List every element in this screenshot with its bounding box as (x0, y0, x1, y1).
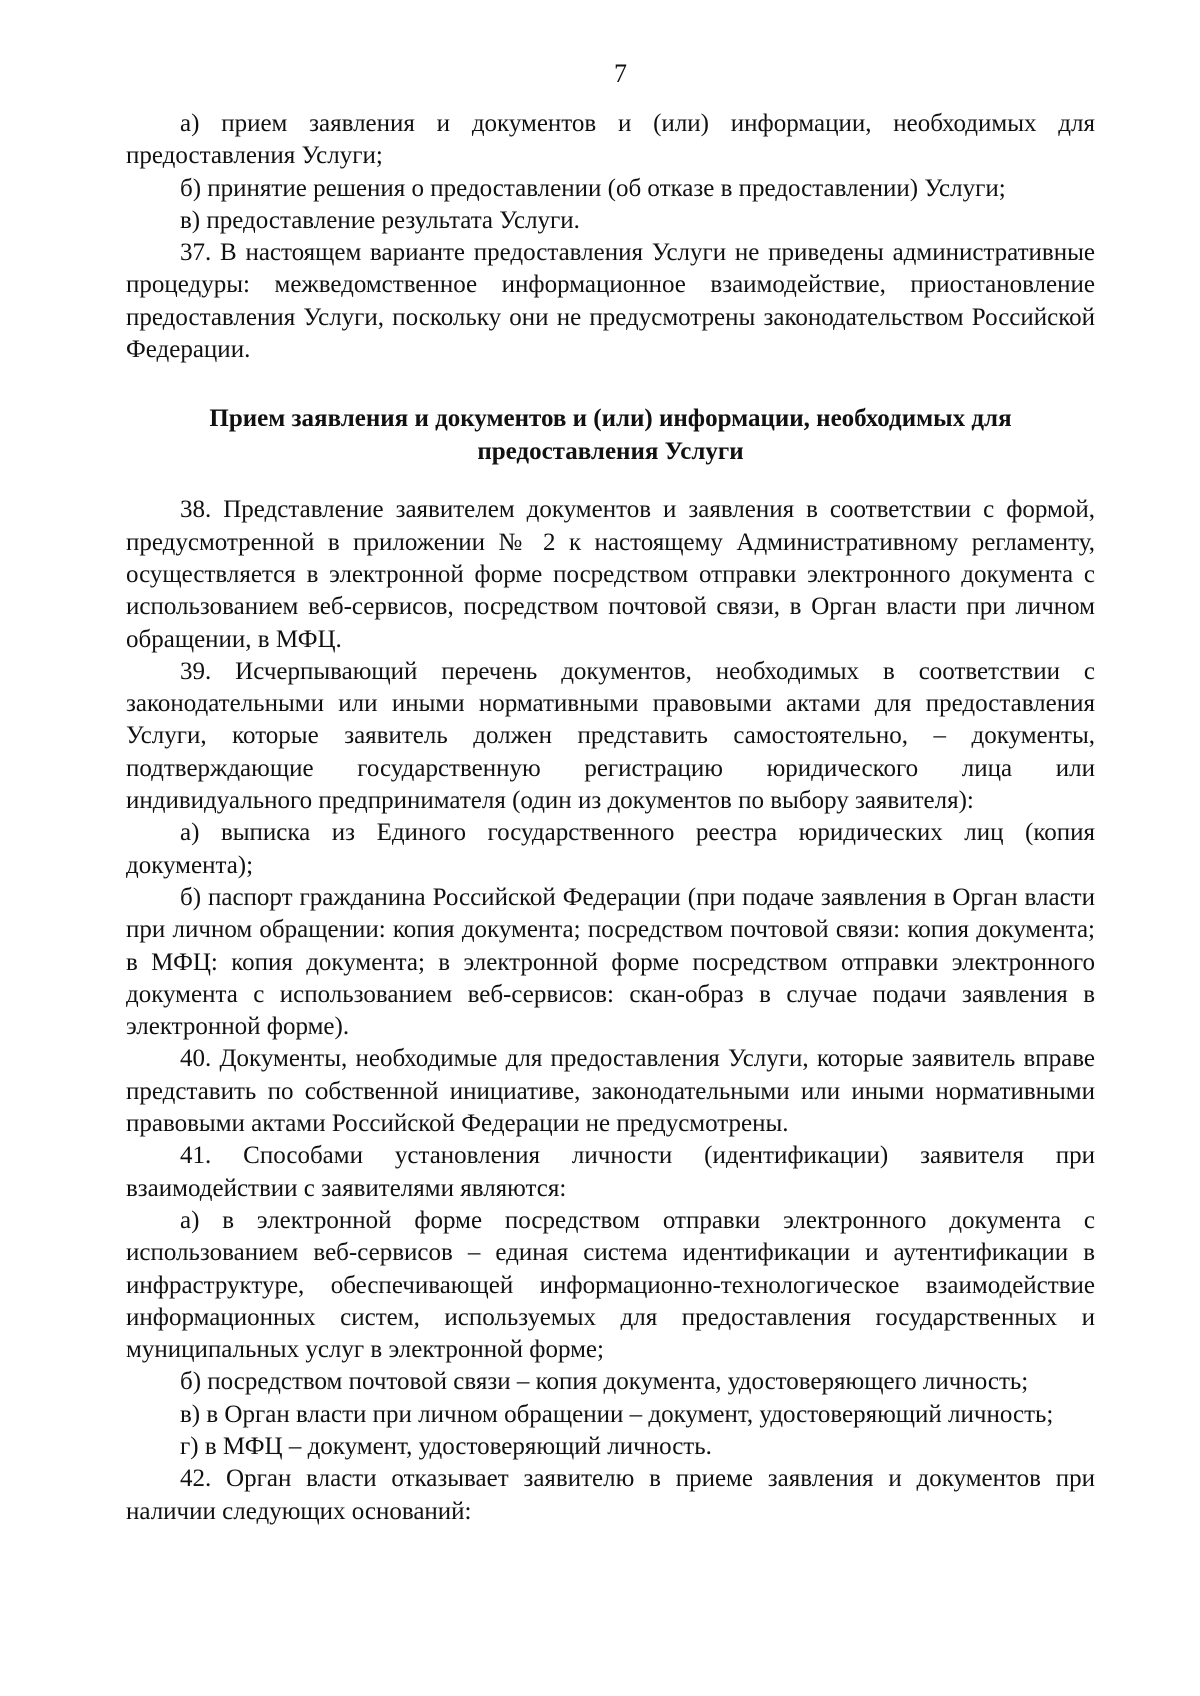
paragraph: б) паспорт гражданина Российской Федерации (при подаче заявления в Орган власти при личном обращении: копия документа; посредством почтовой связи: копия документа; в МФЦ: копия документа; в электронной форме посредством отправки электронного документа с использованием веб-сервисов: скан-образ в случае подачи заявления в электронной форме). (126, 883, 1095, 1041)
paragraph: в) предоставление результата Услуги. (180, 206, 580, 234)
paragraph: а) прием заявления и документов и (или) информации, необходимых для предоставления Услуги; (126, 110, 1095, 170)
page-number: 7 (614, 59, 627, 88)
paragraph: 37. В настоящем варианте предоставления Услуги не приведены административные процедуры: межведомственное информационное взаимодействие, приостановление предоставления Услуги, поскольку они не предусмотрены законодательством Российской Федерации. (126, 239, 1095, 364)
paragraph: в) в Орган власти при личном обращении – документ, удостоверяющий личность; (180, 1400, 1054, 1428)
paragraph: б) принятие решения о предоставлении (об отказе в предоставлении) Услуги; (180, 174, 1006, 202)
paragraph: 41. Способами установления личности (идентификации) заявителя при взаимодействии с заявителями являются: (126, 1142, 1095, 1202)
paragraph: а) в электронной форме посредством отправки электронного документа с использованием веб-сервисов – единая система идентификации и аутентификации в инфраструктуре, обеспечивающей информационно-технологическое взаимодействие информационных систем, используемых для предоставления государственных и муниципальных услуг в электронной форме; (126, 1206, 1095, 1364)
paragraph: б) посредством почтовой связи – копия документа, удостоверяющего личность; (180, 1368, 1029, 1396)
paragraph: 38. Представление заявителем документов и заявления в соответствии с формой, предусмотренной в приложении № 2 к настоящему Административному регламенту, осуществляется в электронной форме посредством отправки электронного документа с использованием веб-сервисов, посредством почтовой связи, в Орган власти при личном обращении, в МФЦ. (126, 496, 1095, 653)
paragraph: г) в МФЦ – документ, удостоверяющий личность. (180, 1432, 712, 1460)
paragraph: 42. Орган власти отказывает заявителю в приеме заявления и документов при наличии следующих оснований: (126, 1465, 1095, 1525)
section-heading: Прием заявления и документов и (или) информации, необходимых для предоставления Услуги (209, 405, 1012, 466)
paragraph: а) выписка из Единого государственного реестра юридических лиц (копия документа); (126, 819, 1095, 879)
paragraph: 40. Документы, необходимые для предоставления Услуги, которые заявитель вправе представить по собственной инициативе, законодательными или иными нормативными правовыми актами Российской Федерации не предусмотрены. (126, 1045, 1095, 1138)
paragraph: 39. Исчерпывающий перечень документов, необходимых в соответствии с законодательными или иными нормативными правовыми актами для предоставления Услуги, которые заявитель должен представить самостоятельно, – документы, подтверждающие государственную регистрацию юридического лица или индивидуального предпринимателя (один из документов по выбору заявителя): (126, 657, 1095, 815)
